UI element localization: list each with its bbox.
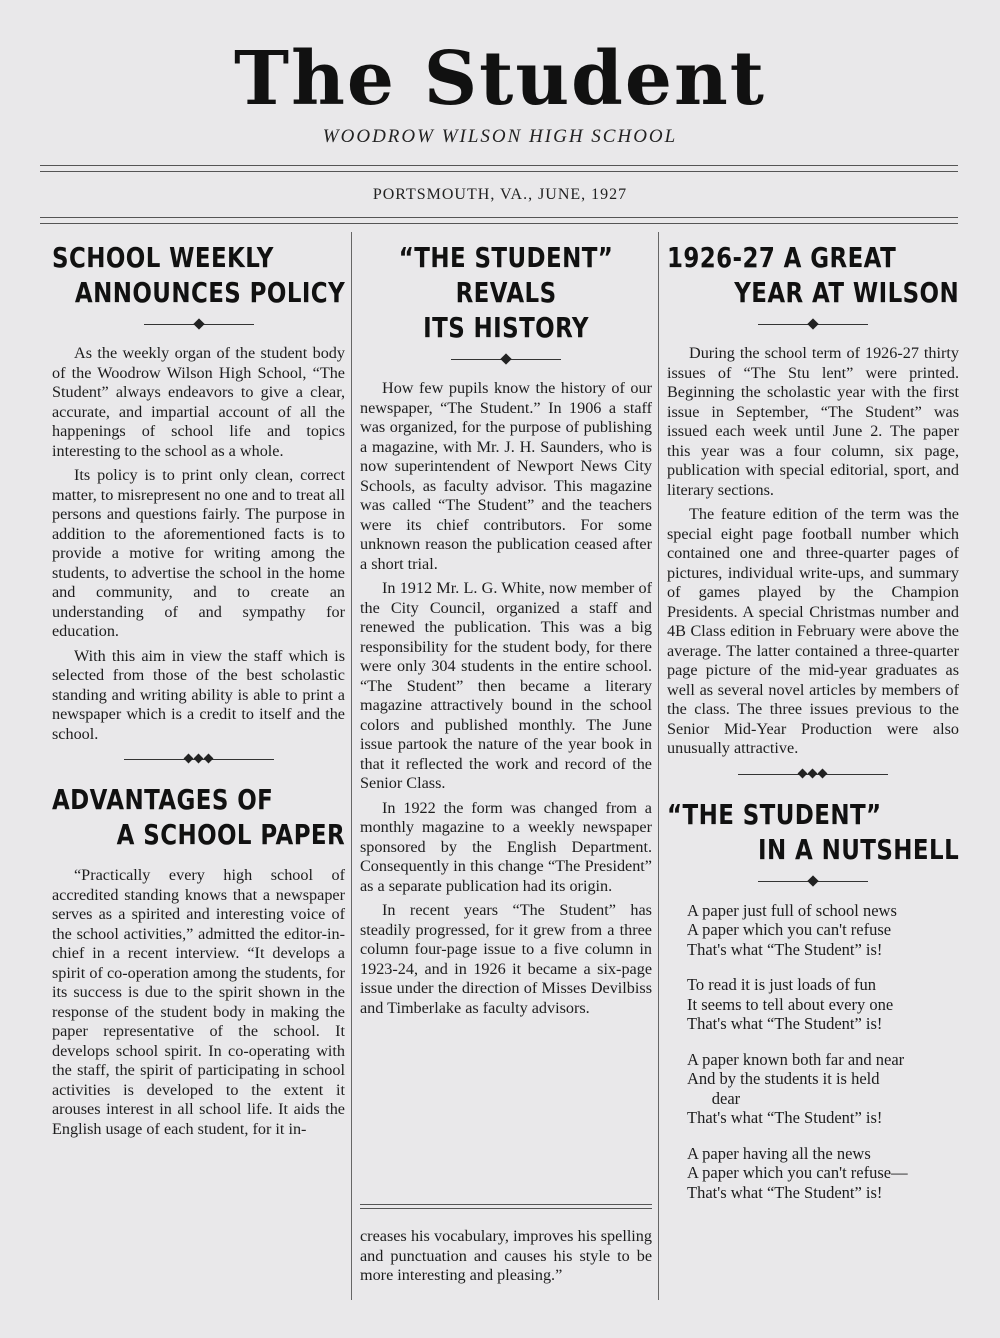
article-separator: [52, 754, 345, 766]
article-body: [667, 344, 959, 759]
headline-ornament: [667, 875, 959, 889]
double-rule: [360, 1204, 652, 1209]
masthead-rule-bottom: [40, 217, 958, 218]
poem-line: That's what “The Student” is!: [687, 1182, 883, 1202]
masthead: [0, 0, 1000, 160]
school-name: WOODROW WILSON HIGH SCHOOL: [322, 126, 678, 147]
poem-line: dear: [687, 1088, 741, 1108]
paragraph: How few pupils know the history of our newspaper, “The Student.” In 1906 a staff was organized, for the purpose of publishing a magazine, with Mr. J. H. Saunders, who is now superintendent of Newport News City Schools, as faculty advisor. This magazine was called “The Student” and the teachers were its chief contributors. For some unknown reason the publication ceased after a short trial.: [360, 379, 652, 573]
column-divider: [658, 232, 659, 1300]
paragraph: “Practically every high school of accredited standing knows that a newspaper serves as a spirited and interesting voice of the school activities,” admitted the editor-in-chief in a recent interview. “It develops a spirit of co-operation among the students, for its success is due to the spirit shown in the response of the student body in making the paper representative of the school. It develops school spirit. In co-operating with the staff, the spirit of participating in school activities is developed to the extent it arouses interest in all school life. It aids the English usage of each student, for it in-: [52, 866, 345, 1138]
poem-stanza: [687, 901, 959, 960]
paragraph: During the school term of 1926-27 thirty issues of “The Stu lent” were printed. Beginning the scholastic year with the first issue in September, “The Student” was issued each week until June 2. The paper this year was a four column, six page, publication with special editorial, sport, and literary sections.: [667, 344, 959, 499]
article-body: [52, 866, 345, 1139]
article-headline: [667, 240, 959, 310]
paragraph: In 1922 the form was changed from a monthly magazine to a weekly newspaper sponsored by the English Department. Consequently in this change “The President” as a separate publication had its origin.: [360, 798, 652, 895]
poem-line: That's what “The Student” is!: [687, 939, 883, 959]
poem-stanza: [687, 1050, 959, 1128]
column-right: [667, 240, 959, 1218]
poem-line: And by the students it is held: [687, 1069, 880, 1088]
article-body: [52, 344, 345, 744]
headline-line: ADVANTAGES OF: [52, 783, 274, 816]
poem-line: To read it is just loads of fun: [687, 975, 877, 994]
paragraph: Its policy is to print only clean, correct matter, to misrepresent no one and to treat all persons and questions fairly. The purpose in addition to the aforementioned facts is to provide a motive for writing among the students, to advertise the school in the home and community, and to create an understanding of and sympathy for education.: [52, 466, 345, 640]
paragraph: The feature edition of the term was the special eight page football number which contained one and three-quarter pages of pictures, individual write-ups, and summary of games played by the Champion Presidents. A special Christmas number and 4B Class edition in February were above the average. The latter contained a three-quarter page picture of the mid-year graduates as well as several novel articles by members of the class. The three issues previous to the Senior Mid-Year Production were also unusually attractive.: [667, 505, 959, 757]
poem-line: That's what “The Student” is!: [687, 1014, 883, 1033]
column-left: [52, 240, 345, 1139]
headline-ornament: [52, 318, 345, 332]
poem: [667, 901, 959, 1203]
poem-line: A paper having all the news: [687, 1143, 871, 1163]
poem-line: That's what “The Student” is!: [687, 1108, 883, 1127]
article-separator: [667, 769, 959, 781]
poem-stanza: [687, 1144, 959, 1203]
masthead-rule-top-inner: [40, 171, 958, 172]
headline-line: IN A NUTSHELL: [758, 832, 960, 866]
headline-line: SCHOOL WEEKLY: [52, 241, 274, 274]
paragraph: With this aim in view the staff which is selected from those of the best scholastic standing and writing ability is able to print a newspaper which is a credit to itself and the school.: [52, 646, 345, 743]
headline-line: 1926-27 A GREAT: [667, 241, 897, 274]
continued-text: creases his vocabulary, improves his spelling and punctuation and causes his style to be more interesting and pleasing.”: [360, 1227, 652, 1284]
newspaper-title: The Student: [234, 36, 766, 122]
poem-line: It seems to tell about every one: [687, 994, 894, 1014]
headline-ornament: [360, 353, 652, 367]
poem-line: A paper just full of school news: [687, 900, 897, 920]
headline-line: ANNOUNCES POLICY: [74, 276, 346, 309]
poem-stanza: [687, 975, 959, 1034]
article-body: [360, 379, 652, 1018]
headline-line: YEAR AT WILSON: [734, 276, 960, 309]
headline-line: A SCHOOL PAPER: [116, 818, 346, 851]
masthead-rule-bottom-inner: [40, 223, 958, 224]
article-headline: [360, 240, 652, 345]
paragraph: In 1912 Mr. L. G. White, now member of the City Council, organized a staff and renewed the publication. This was a big responsibility for the student body, for there were only 304 students in the entire school. “The Student” then became a literary magazine attractively bound in the school colors and published monthly. The June issue partook the nature of the year book in that it reflected the work and record of the Senior Class.: [360, 579, 652, 792]
poem-line: A paper which you can't refuse: [687, 920, 892, 939]
article-headline: [52, 240, 345, 310]
headline-line: “THE STUDENT” REVALS: [398, 241, 614, 309]
column-middle: [360, 240, 652, 1018]
article-headline: [667, 797, 959, 867]
headline-ornament: [667, 318, 959, 332]
paragraph: In recent years “The Student” has steadily progressed, for it grew from a three column four-page issue to a five column in 1923-24, and in 1926 it became a six-page issue under the direction of Misses Devilbiss and Timberlake as faculty advisors.: [360, 901, 652, 1017]
poem-line: A paper known both far and near: [687, 1049, 905, 1069]
continuation-block: [360, 1190, 652, 1286]
masthead-rule-top: [40, 165, 958, 166]
poem-line: A paper which you can't refuse—: [687, 1163, 908, 1182]
dateline: PORTSMOUTH, VA., JUNE, 1927: [372, 186, 628, 203]
paragraph: As the weekly organ of the student body of the Woodrow Wilson High School, “The Student” always endeavors to give a clear, accurate, and impartial account of all the happenings of school life and topics interesting to the school as a whole.: [52, 344, 345, 460]
column-divider: [351, 232, 352, 1300]
headline-line: “THE STUDENT”: [667, 797, 882, 831]
article-headline: [52, 782, 345, 852]
headline-line: ITS HISTORY: [423, 311, 589, 344]
